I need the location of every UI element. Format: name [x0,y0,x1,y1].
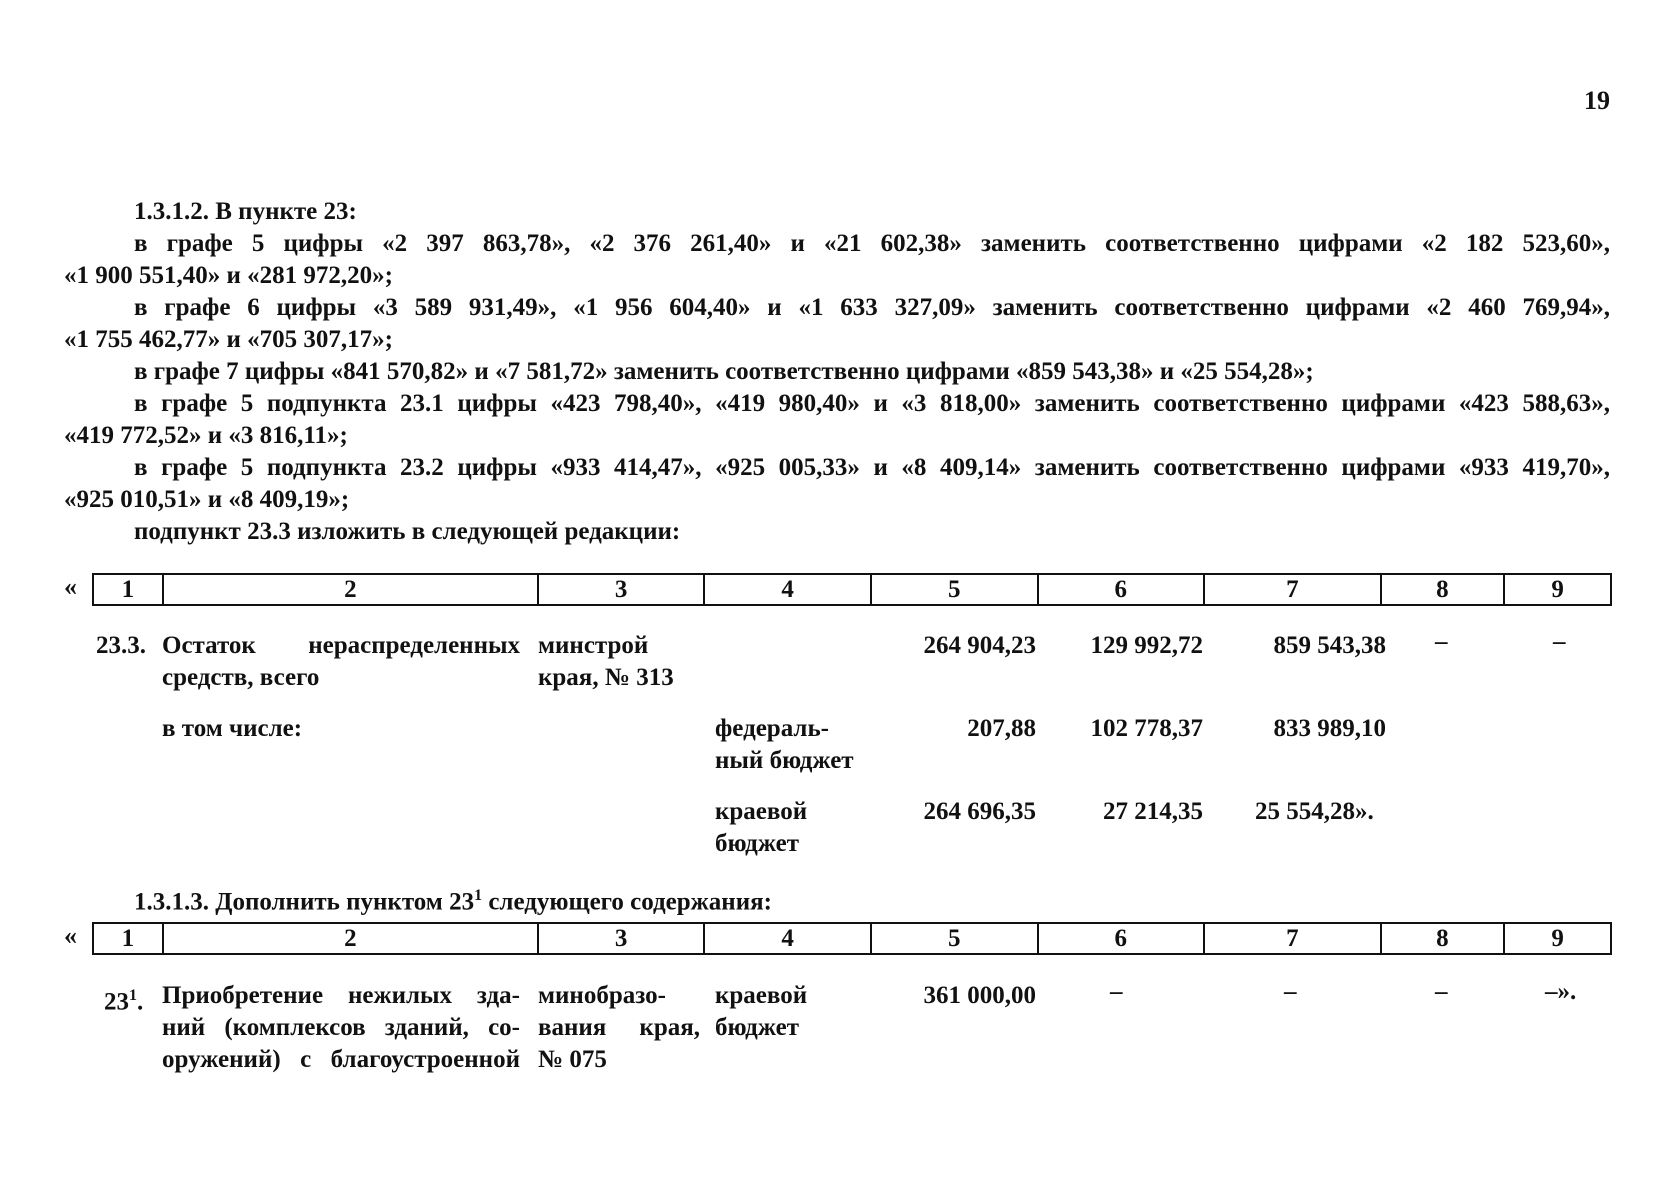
header-col-9: 9 [1551,576,1564,603]
header-col-2: 2 [164,575,539,604]
row2-col7: – [1284,978,1297,1005]
row-col6: 129 992,72 [1090,632,1203,659]
header-col-8: 8 [1382,924,1506,953]
row2-col8: – [1435,978,1448,1005]
row-col5: 264 904,23 [923,632,1036,659]
header-col-1: 1 [94,575,164,604]
header-col-9: 9 [1551,925,1564,952]
row-col8: – [1435,628,1448,655]
section-1313-heading: 1.3.1.3. Дополнить пунктом $23^1$ следующего содержания: [134,887,772,916]
regional-budget-label: краевой бюджет [715,798,808,857]
header-col-2: 2 [164,924,539,953]
row2-executor: минобразо- вания края, № 075 [538,982,700,1073]
row2-col6: – [1110,978,1123,1005]
row-executor: минстрой края, № 313 [538,632,674,691]
header-col-6: 6 [1039,924,1206,953]
table1-header [92,573,1612,606]
federal-col7: 833 989,10 [1273,715,1386,742]
amendment-closing: подпункт 23.3 изложить в следующей редакции: [134,518,681,545]
header-col-3: 3 [539,924,706,953]
table2-open-quote: « [64,921,77,950]
header-col-5: 5 [872,575,1039,604]
row2-number: $23^1$. [104,987,144,1016]
header-col-7: 7 [1205,575,1382,604]
federal-col6: 102 778,37 [1090,715,1203,742]
row-col9: – [1553,628,1566,655]
section-1312 [64,196,1610,228]
amendment-item-4: в графе 5 подпункта 23.1 цифры «423 798,40», «419 980,40» и «3 818,00» заменить соответственно цифрами «423 588,63», «419 772,52» и «3 816,11»; [64,390,1610,449]
table1-open-quote: « [64,572,77,601]
row2-col9: –». [1545,978,1577,1005]
header-col-1: 1 [94,924,164,953]
row2-col5: 361 000,00 [923,982,1036,1009]
section-1312-heading: 1.3.1.2. В пункте 23: [134,198,357,225]
header-col-6: 6 [1039,575,1206,604]
header-col-5: 5 [872,924,1039,953]
header-col-3: 3 [539,575,706,604]
header-col-7: 7 [1205,924,1382,953]
row2-budget: краевой бюджет [715,982,808,1041]
regional-col6: 27 214,35 [1103,798,1203,825]
amendment-item-5: в графе 5 подпункта 23.2 цифры «933 414,47», «925 005,33» и «8 409,14» заменить соответственно цифрами «933 419,70», «925 010,51» и «8 409,19»; [64,454,1610,513]
table2-header [92,922,1612,955]
amendment-item-2: в графе 6 цифры «3 589 931,49», «1 956 604,40» и «1 633 327,09» заменить соответственно цифрами «2 460 769,94», «1 755 462,77» и «705 307,17»; [64,294,1610,353]
federal-col5: 207,88 [967,715,1036,742]
row2-name: Приобретение нежилых зда- ний (комплексов зданий, со- оружений) с благоустроенной [162,982,520,1073]
row-number: 23.3. [96,632,146,659]
federal-budget-label: федераль- ный бюджет [715,715,854,774]
row-col7: 859 543,38 [1273,632,1386,659]
regional-col7: 25 554,28». [1255,798,1374,825]
row-name: Остаток нераспределенных средств, всего [162,632,520,691]
including-label: в том числе: [162,715,303,742]
regional-col5: 264 696,35 [923,798,1036,825]
header-col-4: 4 [705,924,872,953]
header-col-4: 4 [705,575,872,604]
page-number: 19 [1584,86,1610,115]
header-col-8: 8 [1382,575,1506,604]
amendment-item-1: в графе 5 цифры «2 397 863,78», «2 376 261,40» и «21 602,38» заменить соответственно цифрами «2 182 523,60», «1 900 551,40» и «281 972,20»; [64,230,1610,289]
amendment-item-3: в графе 7 цифры «841 570,82» и «7 581,72» заменить соответственно цифрами «859 543,38» и «25 554,28»; [134,358,1314,385]
